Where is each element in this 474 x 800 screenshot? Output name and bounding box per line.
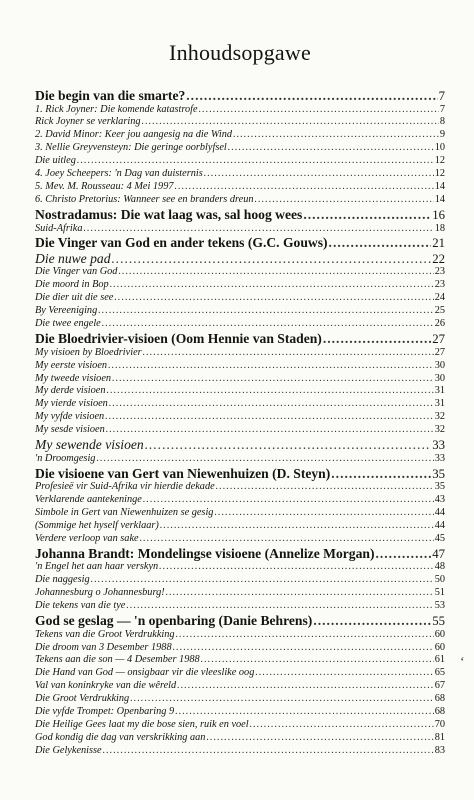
toc-page-number: 27 [432,332,445,347]
toc-page-number: 33 [432,438,445,453]
toc-subentry [35,116,445,129]
toc-page-number: 35 [432,466,445,481]
dot-leader [159,561,434,574]
toc-subentry [35,104,445,117]
toc-subentry [35,732,445,745]
dot-leader [186,88,437,104]
dot-leader [114,292,433,305]
toc-section-heading [35,88,445,104]
toc-subentry [35,719,445,732]
toc-subentry [35,292,445,305]
toc-page-number: 50 [434,574,445,586]
toc-subentry [35,520,445,533]
toc-entry-title: Die uitleg [35,155,76,167]
dot-leader [112,251,432,267]
toc-subentry [35,424,445,437]
toc-subentry [35,279,445,292]
toc-page-number: 31 [434,398,445,410]
dot-leader [331,466,431,482]
toc-subentry [35,561,445,574]
dot-leader [216,481,434,494]
toc-entry-title: 2. David Minor: Keer jou aangesig na die Wind [35,129,233,141]
toc-subentry [35,347,445,360]
toc-entry-title: Johanna Brandt: Mondelingse visioene (Annelize Morgan) [35,545,375,561]
toc-section-heading [35,331,445,347]
toc-subentry [35,305,445,318]
dot-leader [91,574,434,587]
toc-page-number: 16 [432,208,445,222]
toc-page-number: 65 [434,667,445,679]
toc-page-number: 18 [434,222,445,234]
toc-entry-title: Die moord in Bop [35,279,109,291]
toc-entry-title: 'n Droomgesig [35,452,96,464]
toc-page-number: 48 [434,561,445,573]
toc-page-number: 61 [434,654,445,666]
dot-leader [329,235,432,251]
dot-leader [126,600,433,613]
dot-leader [233,129,439,142]
toc-subentry [35,574,445,587]
dot-leader [140,533,434,546]
toc-subentry [35,266,445,279]
toc-entry-title: Die Hand van God — onsigbaar vir die vleeslike oog [35,667,255,679]
toc-page-number: 7 [438,89,445,103]
toc-page-number: 32 [434,411,445,423]
toc-entry-title: My eerste visioen [35,359,108,371]
toc-entry-title: My sewende visioen [35,437,144,453]
dot-leader [106,424,434,437]
toc-page-number: 68 [434,706,445,718]
dot-leader [250,719,434,732]
dot-leader [323,331,431,347]
toc-entry-title: 6. Christo Pretorius: Wanneer see en branders dreun [35,194,254,206]
toc-entry-title: Die Bloedrivier-visioen (Oom Hennie van Staden) [35,331,322,347]
toc-entry-title: 5. Mev. M. Rousseau: 4 Mei 1997 [35,181,174,193]
toc-page-number: 26 [434,318,445,330]
toc-subentry [35,398,445,411]
toc-entry-title: 4. Joey Scheepers: 'n Dag van duisternis [35,168,203,180]
dot-leader [110,279,434,292]
dot-leader [175,706,434,719]
toc-entry-title: My derde visioen [35,385,106,397]
toc-entry-title: Verklarende aantekeninge [35,494,142,506]
toc-subentry [35,155,445,168]
toc-page-number: 45 [434,532,445,544]
toc-page-number: 33 [434,452,445,464]
dot-leader [303,207,431,223]
toc-subentry [35,481,445,494]
toc-entry-title: My visioen by Bloedrivier [35,346,142,358]
toc-page-number: 14 [434,194,445,206]
toc-page-number: 21 [432,236,445,251]
dot-leader [214,507,433,520]
dot-leader [166,587,434,600]
toc-subentry [35,360,445,373]
toc-page-number: 44 [434,519,445,531]
toc-subentry [35,411,445,424]
toc-page-number: 31 [434,385,445,397]
toc-entry-title: Die visioene van Gert van Niewenhuizen (D. Steyn) [35,465,331,481]
toc-page-number: 53 [434,600,445,612]
dot-leader [313,613,431,629]
toc-entry-title: Nostradamus: Die wat laag was, sal hoog wees [35,207,303,222]
toc-entry-title: My vierde visioen [35,398,108,410]
toc-subentry [35,629,445,642]
toc-page-number: 30 [434,359,445,371]
toc-page-number: 51 [434,587,445,599]
toc-entry-title: Suid-Afrika [35,222,83,234]
toc-page-number: 24 [434,292,445,304]
toc-section-heading [35,207,445,223]
toc-page-number: 81 [434,732,445,744]
toc-section-heading [35,546,445,562]
toc-section-heading [35,437,445,453]
dot-leader [143,494,434,507]
toc-entry-title: Tekens van die Groot Verdrukking [35,628,175,640]
dot-leader [228,142,434,155]
page-title: Inhoudsopgawe [169,40,311,65]
toc-subentry [35,494,445,507]
toc-subentry [35,667,445,680]
dot-leader [177,680,434,693]
toc-page-number: 47 [432,546,445,561]
toc-entry-title: Die naggesig [35,574,90,586]
toc-entry-title: Die Vinger van God en ander tekens (G.C. Gouws) [35,235,328,251]
dot-leader [103,745,434,758]
toc-entry-title: Verdere verloop van sake [35,532,139,544]
toc-subentry [35,533,445,546]
dot-leader [199,104,439,117]
toc-entry-title: Die droom van 3 Desember 1988 [35,641,172,653]
toc-entry-title: (Sommige het hyself verklaar) [35,519,159,531]
dot-leader [108,360,434,373]
toc-page-number: 7 [439,103,445,115]
toc-page-number: 23 [434,266,445,278]
dot-leader [204,168,434,181]
toc-entry-title: Die tekens van die tye [35,600,126,612]
dot-leader [175,181,434,194]
toc-page-number: 9 [439,129,445,141]
toc-entry-title: Die Vinger van God [35,266,118,278]
toc-page-number: 23 [434,279,445,291]
dot-leader [145,437,431,453]
toc-entry-title: Die dier uit die see [35,292,114,304]
dot-leader [109,398,434,411]
toc-entry-title: 'n Engel het aan haar verskyn [35,561,159,573]
toc-entry-title: My sesde visioen [35,424,105,436]
toc-subentry [35,318,445,331]
dot-leader [142,116,439,129]
dot-leader [102,318,434,331]
toc-page-number: 22 [432,251,445,266]
toc-subentry [35,181,445,194]
dot-leader [77,155,434,168]
toc-page-number: 32 [434,424,445,436]
toc-page-number: 83 [434,745,445,756]
toc-entry-title: Johannesburg o Johannesburg! [35,587,165,599]
toc-subentry [35,373,445,386]
toc-entry-title: Rick Joyner se verklaring [35,116,141,128]
toc-entry-title: Die Heilige Gees laat my die bose sien, ruik en voel [35,719,249,731]
dot-leader [83,223,433,236]
contents-page [35,0,445,758]
toc-section-heading [35,613,445,629]
dot-leader [112,373,434,386]
toc-subentry [35,453,445,466]
toc-entry-title: Die begin van die smarte? [35,88,186,103]
toc-entry-title: By Vereeniging [35,305,98,317]
toc-entry-title: Simbole in Gert van Niewenhuizen se gesig [35,507,214,518]
toc-entry-title: 3. Nellie Greyvensteyn: Die geringe oorblyfsel [35,142,227,154]
toc-entry-title: Die Groot Verdrukking [35,693,130,705]
toc-entry-title: Die nuwe pad [35,250,111,266]
toc-page-number: 67 [434,680,445,692]
toc-page-number: 25 [434,305,445,317]
toc-entry-title: God se geslag — 'n openbaring (Danie Behrens) [35,613,313,629]
toc-page-number: 55 [432,614,445,629]
toc-entry-title: Profesieë vir Suid-Afrika vir hierdie dekade [35,481,215,493]
toc-page-number: 68 [434,693,445,705]
dot-leader [375,546,431,562]
toc-page-number: 60 [434,641,445,653]
margin-mark: ʻ [460,655,465,670]
toc-subentry [35,745,445,758]
toc-entry-title: Tekens aan die son — 4 Desember 1988 [35,654,200,666]
toc-page-number: 30 [434,372,445,384]
dot-leader [143,347,434,360]
toc-subentry [35,385,445,398]
toc-entry-title: My vyfde visioen [35,411,105,423]
dot-leader [173,642,434,655]
toc-page-number: 60 [434,628,445,640]
toc-entry-title: My tweede visioen [35,372,112,384]
toc-subentry [35,587,445,600]
dot-leader [176,629,434,642]
toc-entry-title: Die twee engele [35,318,101,330]
dot-leader [118,266,433,279]
dot-leader [255,667,433,680]
toc-subentry [35,194,445,207]
toc-entry-title: Die Gelykenisse [35,745,102,756]
toc-subentry [35,693,445,706]
toc-page-number: 44 [434,507,445,518]
toc-subentry [35,654,445,667]
dot-leader [255,194,434,207]
toc-page-number: 14 [434,181,445,193]
dot-leader [105,411,434,424]
dot-leader [96,453,433,466]
toc-entry-title: Die vyfde Trompet: Openbaring 9 [35,706,175,718]
toc-subentry [35,142,445,155]
toc-subentry [35,168,445,181]
toc-page-number: 12 [434,155,445,167]
dot-leader [201,654,434,667]
toc-page-number: 10 [434,142,445,154]
toc-subentry [35,642,445,655]
toc-page-number: 35 [434,481,445,493]
toc-subentry [35,223,445,236]
toc-section-heading [35,235,445,251]
dot-leader [98,305,433,318]
toc-entry-title: God kondig die dag van verskrikking aan [35,732,206,744]
toc-subentry [35,600,445,613]
toc-page-number: 27 [434,346,445,358]
dot-leader [130,693,434,706]
toc-page-number: 70 [434,719,445,731]
toc-subentry [35,680,445,693]
toc-subentry [35,706,445,719]
dot-leader [107,385,434,398]
toc-subentry [35,507,445,520]
dot-leader [160,520,434,533]
toc-page-number: 8 [439,116,445,128]
toc-subentry [35,129,445,142]
toc-entry-title: Val van koninkryke van die wêreld [35,680,177,692]
toc-entry-title: 1. Rick Joyner: Die komende katastrofe [35,103,198,115]
toc-page-number: 43 [434,494,445,506]
toc-section-heading [35,466,445,482]
dot-leader [206,732,433,745]
toc-section-heading [35,251,445,267]
table-of-contents [35,88,445,758]
toc-page-number: 12 [434,168,445,180]
